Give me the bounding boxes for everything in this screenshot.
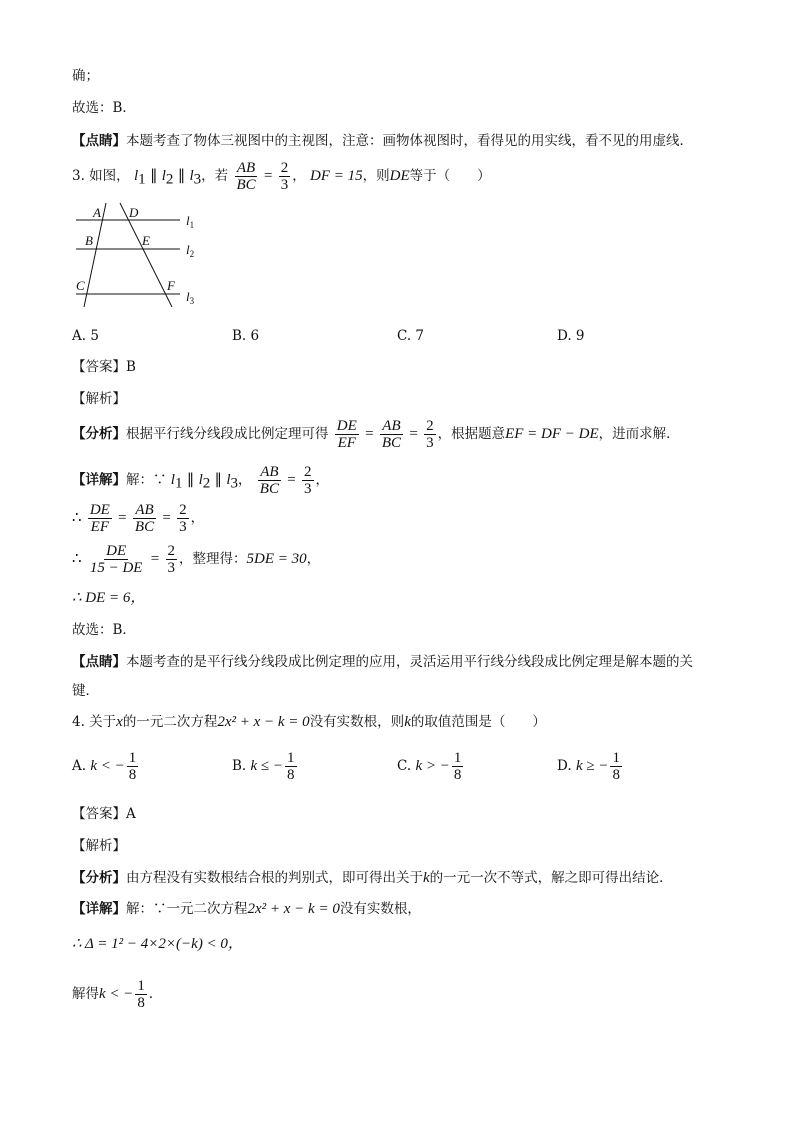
step-line: 解得k < − $\frac{1}{8}$ ．	[72, 978, 163, 1011]
fraction: $\frac{2}{3}$	[167, 543, 176, 576]
option-a[interactable]: A. k < − $\frac{1}{8}$	[72, 750, 137, 783]
analysis-line: 【分析】由方程没有实数根结合根的判别式，即可得出关于k的一元一次不等式，解之即可得出结论．	[72, 870, 673, 886]
step-line: ∴ Δ = 1² − 4×2×(−k) < 0，	[72, 936, 243, 952]
text-line: 故选：B．	[72, 622, 136, 638]
label-l3: $l_3$	[186, 289, 195, 306]
fraction: $\frac{DE}{15 - DE}$	[89, 543, 143, 576]
fraction: $\frac{1}{8}$	[128, 750, 137, 783]
fraction: $\frac{AB}{BC}$	[134, 502, 155, 535]
fraction: $\frac{2}{3}$	[426, 418, 434, 451]
question-3: 3. 如图， $l_1$ ∥ $l_2$ ∥ $l_3$，若 $\frac{AB}{BC}$ = $\frac{2}{3}$ ， DF = 15，则DE等于（ ）	[72, 160, 491, 193]
section-tag: 【详解】	[72, 901, 126, 917]
option-c[interactable]: C. k > − $\frac{1}{8}$	[397, 750, 462, 783]
fraction: $\frac{2}{3}$	[179, 502, 187, 535]
label-b: B	[85, 233, 93, 248]
fraction: $\frac{1}{8}$	[453, 750, 462, 783]
option-d[interactable]: D. k ≥ − $\frac{1}{8}$	[557, 750, 620, 783]
analysis-heading: 【解析】	[72, 391, 126, 407]
text-line: 确；	[72, 68, 99, 84]
label-e: E	[142, 233, 150, 248]
analysis-heading: 【解析】	[72, 838, 126, 854]
label-l2: $l_2$	[186, 242, 195, 259]
option-b[interactable]: B. k ≤ − $\frac{1}{8}$	[232, 750, 295, 783]
text-line: 键．	[72, 683, 99, 699]
fraction: $\frac{DE}{EF}$	[89, 502, 110, 535]
fraction: $\frac{2}{3}$	[304, 464, 312, 497]
question-4: 4. 关于x的一元二次方程2x² + x − k = 0没有实数根，则k的取值范围是（ ）	[72, 714, 546, 730]
detail-line: 【详解】解：∵一元二次方程2x² + x − k = 0没有实数根，	[72, 901, 421, 917]
fraction: $\frac{1}{8}$	[287, 750, 295, 783]
fraction: $\frac{DE}{EF}$	[336, 418, 357, 451]
option-b[interactable]: B. 6	[232, 328, 260, 344]
detail-line: 【详解】解：∵ $l_1$ ∥ $l_2$ ∥ $l_3$， $\frac{AB}{BC}$ = $\frac{2}{3}$ ，	[72, 464, 330, 497]
answer-label: 【答案】B	[72, 359, 136, 375]
step-line: ∴ $\frac{DE}{15 - DE}$ = $\frac{2}{3}$ ，整理得：5DE = 30，	[72, 543, 321, 576]
analysis-line: 【分析】根据平行线分线段成比例定理可得 $\frac{DE}{EF}$ = $\frac{AB}{BC}$ = $\frac{2}{3}$ ，根据题意EF = DF − DE，进而求解．	[72, 418, 680, 451]
transversal-df	[120, 203, 172, 307]
parallel-lines-figure	[72, 200, 212, 315]
label-f: F	[167, 278, 175, 293]
answer-label: 【答案】A	[72, 806, 136, 822]
fraction: $\frac{AB}{BC}$	[236, 160, 256, 193]
fraction: $\frac{1}{8}$	[612, 750, 620, 783]
text-line: 【点睛】本题考查了物体三视图中的主视图，注意：画物体视图时，看得见的用实线，看不见的用虚线．	[72, 133, 693, 149]
fraction: $\frac{2}{3}$	[280, 160, 289, 193]
label-d: D	[129, 205, 139, 220]
step-line: ∴ $\frac{DE}{EF}$ = $\frac{AB}{BC}$ = $\frac{2}{3}$ ，	[72, 502, 205, 535]
label-c: C	[76, 278, 85, 293]
step-line: ∴ DE = 6，	[72, 590, 146, 606]
label-l1: $l_1$	[186, 213, 195, 230]
section-tag: 【分析】	[72, 426, 126, 442]
fraction: $\frac{AB}{BC}$	[259, 464, 279, 497]
option-a[interactable]: A. 5	[72, 328, 99, 344]
section-tag: 【点睛】	[72, 133, 126, 149]
fraction: $\frac{1}{8}$	[137, 978, 145, 1011]
section-tag: 【点睛】	[72, 654, 126, 670]
section-tag: 【分析】	[72, 870, 126, 886]
section-tag: 【详解】	[72, 472, 126, 488]
option-c[interactable]: C. 7	[397, 328, 425, 344]
text-line: 故选：B．	[72, 100, 136, 116]
text-line: 【点睛】本题考查的是平行线分线段成比例定理的应用，灵活运用平行线分线段成比例定理是解本题的关	[72, 654, 693, 670]
label-a: A	[93, 205, 101, 220]
option-d[interactable]: D. 9	[557, 328, 585, 344]
fraction: $\frac{AB}{BC}$	[381, 418, 402, 451]
